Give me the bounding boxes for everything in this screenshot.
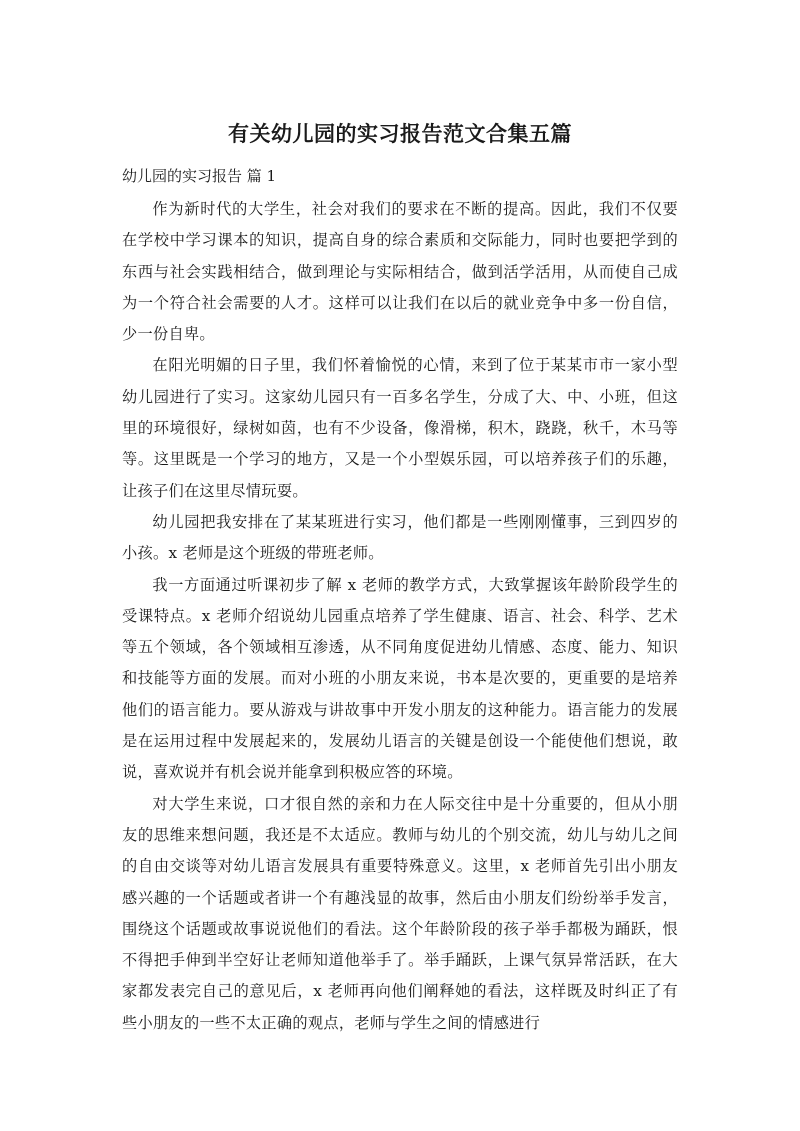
paragraph-1: 作为新时代的大学生，社会对我们的要求在不断的提高。因此，我们不仅要在学校中学习课本的知识，提高自身的综合素质和交际能力，同时也要把学到的东西与社会实践相结合，做到理论与实际相结合，做到活学活用，从而使自己成为一个符合社会需要的人才。这样可以让我们在以后的就业竞争中多一份自信，少一份自卑。 — [122, 200, 678, 344]
document-page — [122, 118, 678, 1039]
paragraph-2: 在阳光明媚的日子里，我们怀着愉悦的心情，来到了位于某某市市一家小型幼儿园进行了实习。这家幼儿园只有一百多名学生，分成了大、中、小班，但这里的环境很好，绿树如茵，也有不少设备，像滑梯，积木，跷跷，秋千，木马等等。这里既是一个学习的地方，又是一个小型娱乐园，可以培养孩子们的乐趣，让孩子们在这里尽情玩耍。 — [122, 356, 678, 500]
paragraph-5: 对大学生来说，口才很自然的亲和力在人际交往中是十分重要的，但从小朋友的思维来想问题，我还是不太适应。教师与幼儿的个别交流，幼儿与幼儿之间的自由交谈等对幼儿语言发展具有重要特殊意义。这里，x 老师首先引出小朋友感兴趣的一个话题或者讲一个有趣浅显的故事，然后由小朋友们纷纷举手发言，围绕这个话题或故事说说他们的看法。这个年龄阶段的孩子举手都极为踊跃，恨不得把手伸到半空好让老师知道他举手了。举手踊跃，上课气氛异常活跃，在大家都发表完自己的意见后，x 老师再向他们阐释她的看法，这样既及时纠正了有些小朋友的一些不太正确的观点，老师与学生之间的情感进行 — [122, 794, 678, 1032]
paragraph-3: 幼儿园把我安排在了某某班进行实习，他们都是一些刚刚懂事，三到四岁的小孩。x 老师是这个班级的带班老师。 — [122, 512, 678, 563]
document-title: 有关幼儿园的实习报告范文合集五篇 — [228, 122, 572, 146]
section-heading: 幼儿园的实习报告 篇 1 — [122, 167, 277, 185]
paragraph-4: 我一方面通过听课初步了解 x 老师的教学方式，大致掌握该年龄阶段学生的受课特点。x 老师介绍说幼儿园重点培养了学生健康、语言、社会、科学、艺术等五个领域，各个领域相互渗透，从不同角度促进幼儿情感、态度、能力、知识和技能等方面的发展。而对小班的小朋友来说，书本是次要的，更重要的是培养他们的语言能力。要从游戏与讲故事中开发小朋友的这种能力。语言能力的发展是在运用过程中发展起来的，发展幼儿语言的关键是创设一个能使他们想说，敢说，喜欢说并有机会说并能拿到积极应答的环境。 — [122, 575, 678, 782]
